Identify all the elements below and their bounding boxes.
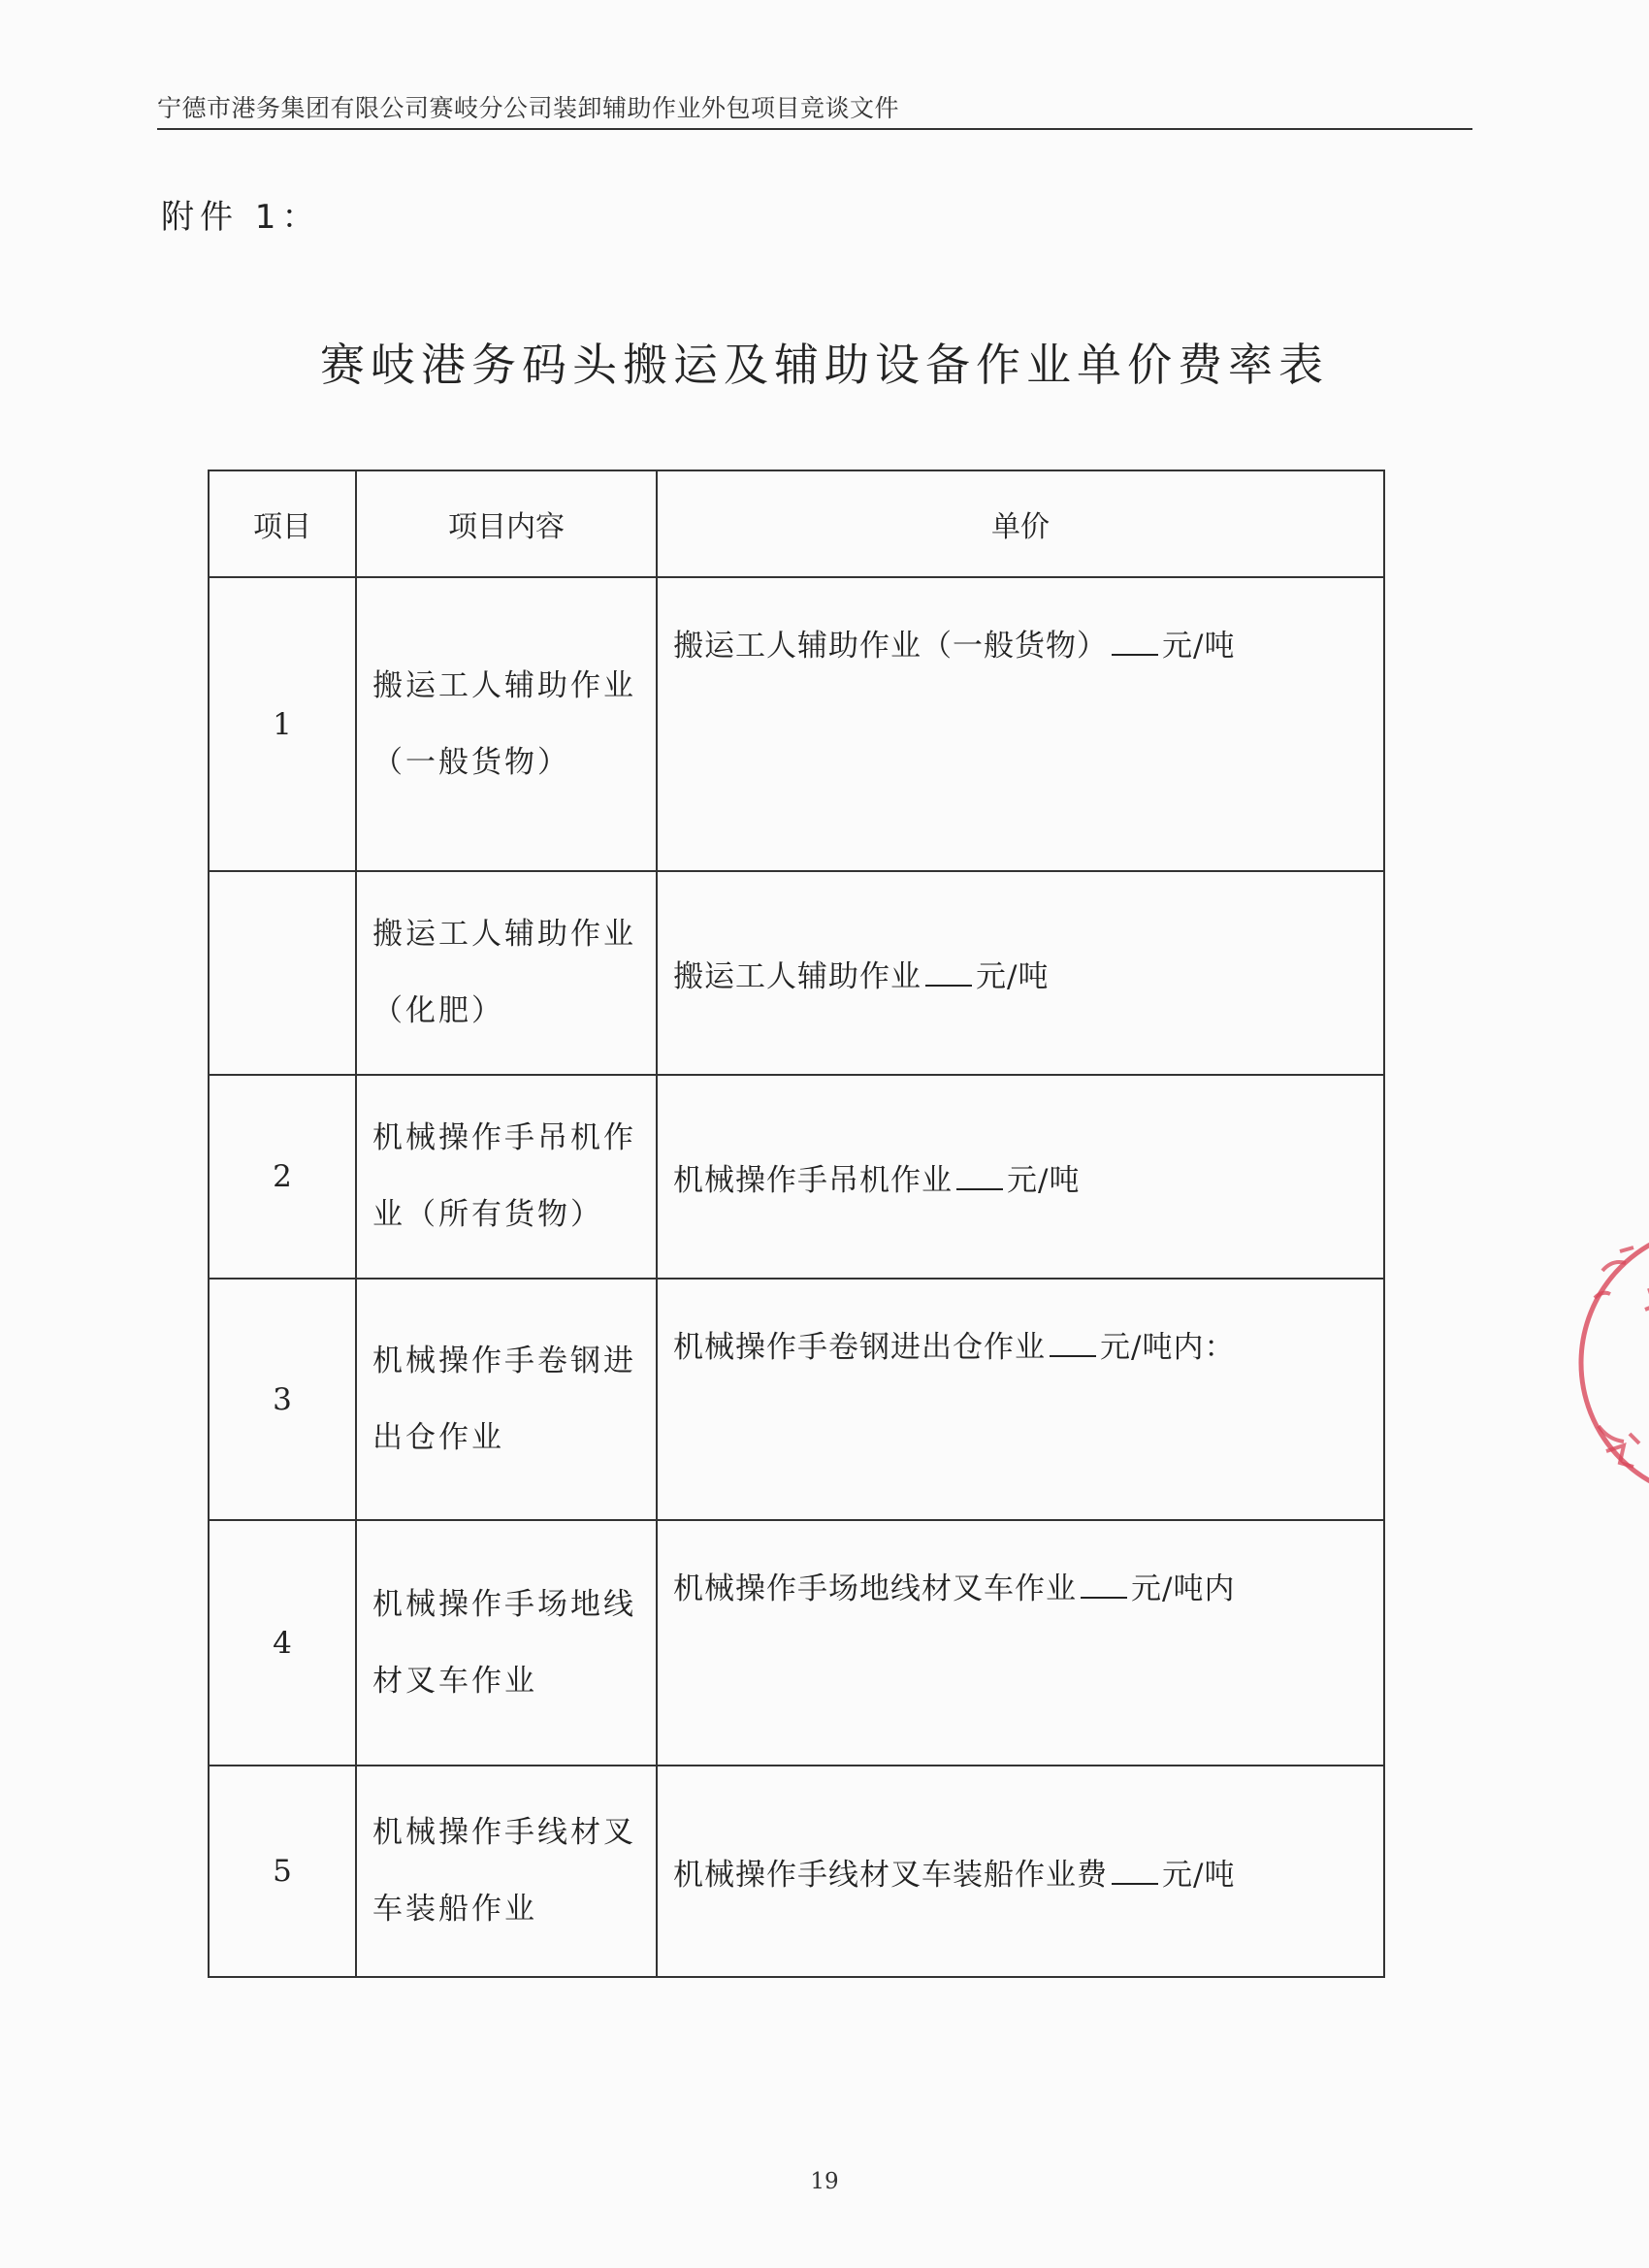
table-row <box>209 1279 1384 1520</box>
item-content-line: 机械操作手场地线 <box>372 1586 636 1622</box>
item-content-line: 机械操作手卷钢进 <box>372 1343 636 1378</box>
item-price <box>657 1766 1384 1977</box>
item-number: 3 <box>209 1279 356 1520</box>
price-unit: 元/吨内 <box>1131 1571 1236 1606</box>
item-content <box>356 1279 657 1520</box>
item-content <box>356 1520 657 1766</box>
table-row <box>209 1766 1384 1977</box>
price-blank <box>956 1163 1003 1190</box>
item-content-line: （一般货物） <box>372 744 570 780</box>
table-header-row <box>209 470 1384 577</box>
price-unit: 元/吨 <box>1162 1857 1236 1893</box>
item-price <box>657 1075 1384 1279</box>
item-content-line: 机械操作手吊机作 <box>372 1120 636 1155</box>
header-divider <box>157 128 1472 130</box>
item-number <box>209 871 356 1075</box>
item-content <box>356 1766 657 1977</box>
price-description: 搬运工人辅助作业 <box>673 958 922 994</box>
rate-table <box>208 470 1385 1978</box>
price-unit: 元/吨 <box>1162 629 1236 664</box>
company-seal-stamp <box>1552 1213 1649 1513</box>
price-unit: 元/吨 <box>1007 1162 1081 1198</box>
item-content-line: 出仓作业 <box>372 1419 504 1455</box>
item-content-line: 机械操作手线材叉 <box>372 1815 636 1850</box>
price-unit: 元/吨内： <box>1100 1330 1236 1365</box>
price-description: 机械操作手线材叉车装船作业费 <box>673 1857 1108 1893</box>
column-header-price: 单价 <box>657 470 1384 577</box>
table-row <box>209 1075 1384 1279</box>
item-content-line: （化肥） <box>372 993 504 1028</box>
attachment-label: 附件 1： <box>161 198 321 237</box>
item-content <box>356 1075 657 1279</box>
price-description: 机械操作手卷钢进出仓作业 <box>673 1330 1046 1365</box>
item-content-line: 业（所有货物） <box>372 1197 603 1232</box>
price-description: 搬运工人辅助作业（一般货物） <box>673 629 1108 664</box>
item-content-line: 搬运工人辅助作业 <box>372 667 636 703</box>
price-unit: 元/吨 <box>976 958 1050 994</box>
item-content-line: 车装船作业 <box>372 1892 537 1927</box>
document-header: 宁德市港务集团有限公司赛岐分公司装卸辅助作业外包项目竞谈文件 <box>157 94 900 122</box>
item-number: 2 <box>209 1075 356 1279</box>
price-description: 机械操作手吊机作业 <box>673 1162 953 1198</box>
price-blank <box>1081 1571 1127 1599</box>
price-description: 机械操作手场地线材叉车作业 <box>673 1571 1077 1606</box>
table-row <box>209 1520 1384 1766</box>
column-header-content: 项目内容 <box>356 470 657 577</box>
item-number: 1 <box>209 577 356 871</box>
table-row <box>209 577 1384 871</box>
item-number: 4 <box>209 1520 356 1766</box>
page-title: 赛岐港务码头搬运及辅助设备作业单价费率表 <box>320 339 1329 391</box>
item-price <box>657 1279 1384 1520</box>
item-content-line: 搬运工人辅助作业 <box>372 917 636 952</box>
price-blank <box>925 959 972 987</box>
price-blank <box>1112 629 1158 656</box>
table-row <box>209 871 1384 1075</box>
item-content <box>356 871 657 1075</box>
item-number: 5 <box>209 1766 356 1977</box>
price-blank <box>1050 1330 1096 1357</box>
item-content <box>356 577 657 871</box>
item-content-line: 材叉车作业 <box>372 1663 537 1699</box>
page-number: 19 <box>810 2169 839 2194</box>
item-price <box>657 577 1384 871</box>
column-header-item: 项目 <box>209 470 356 577</box>
item-price <box>657 871 1384 1075</box>
price-blank <box>1112 1858 1158 1885</box>
item-price <box>657 1520 1384 1766</box>
